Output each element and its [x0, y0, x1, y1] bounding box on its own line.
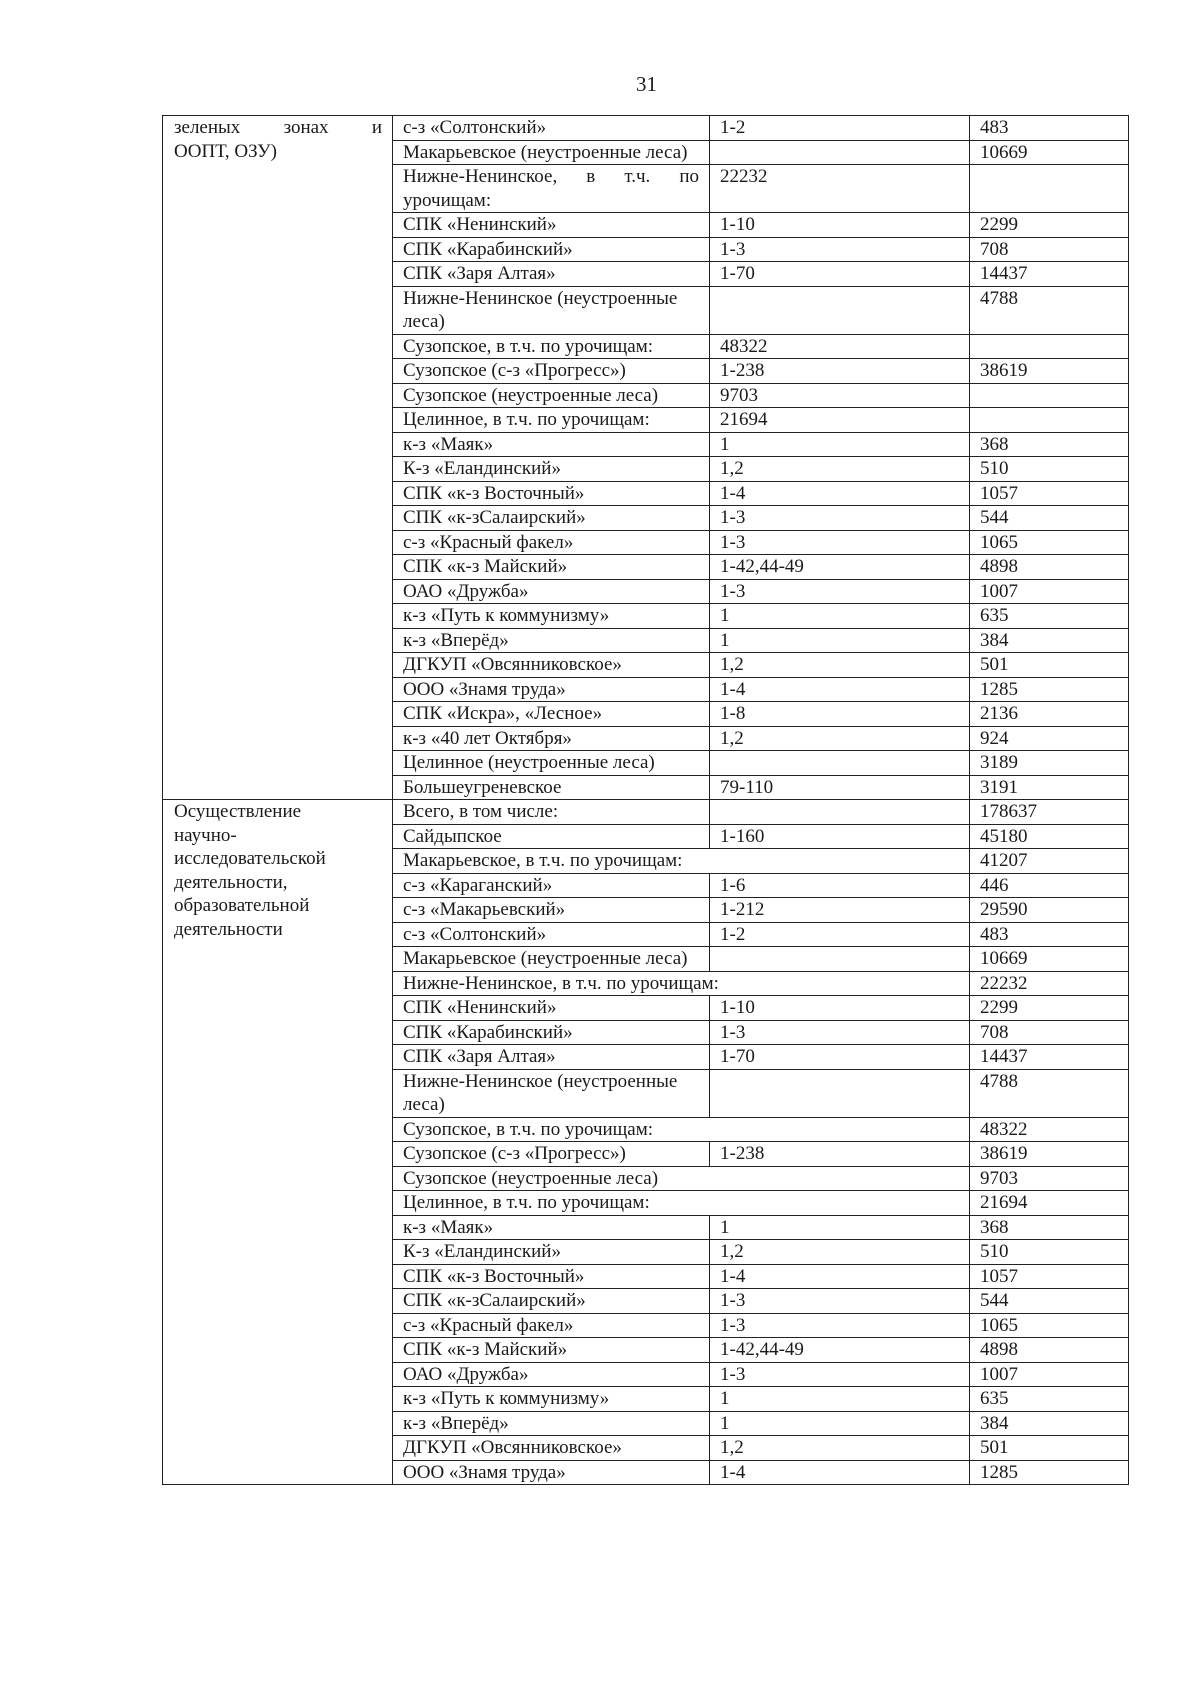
quarters-cell: 1-70 [710, 262, 970, 287]
quarters-cell: 1-4 [710, 1460, 970, 1485]
area-name-cell: с-з «Караганский» [393, 873, 710, 898]
area-value-cell: 2299 [970, 213, 1129, 238]
purpose-line: ООПТ, ОЗУ) [174, 140, 277, 162]
area-name-cell: ДГКУП «Овсянниковское» [393, 1436, 710, 1461]
purpose-line: деятельности [174, 918, 283, 940]
quarters-cell: 79-110 [710, 775, 970, 800]
area-value-cell: 1057 [970, 1264, 1129, 1289]
area-value-cell: 3191 [970, 775, 1129, 800]
area-name-cell: Большеугреневское [393, 775, 710, 800]
quarters-cell: 1,2 [710, 457, 970, 482]
quarters-cell: 1-6 [710, 873, 970, 898]
area-value-cell: 384 [970, 628, 1129, 653]
area-name-cell: СПК «Карабинский» [393, 237, 710, 262]
quarters-cell: 1-3 [710, 1313, 970, 1338]
area-name-cell: СПК «к-з Восточный» [393, 481, 710, 506]
area-name-cell: СПК «Карабинский» [393, 1020, 710, 1045]
area-name-cell: СПК «Заря Алтая» [393, 262, 710, 287]
quarters-cell: 1-212 [710, 898, 970, 923]
area-name-cell: с-з «Солтонский» [393, 922, 710, 947]
area-name-cell: Целинное, в т.ч. по урочищам: [393, 1191, 970, 1216]
purpose-cell [163, 800, 393, 1485]
area-value-cell: 14437 [970, 262, 1129, 287]
quarters-cell: 1-70 [710, 1045, 970, 1070]
area-value-cell: 4898 [970, 1338, 1129, 1363]
area-value-cell: 635 [970, 1387, 1129, 1412]
area-name-cell: Сузопское, в т.ч. по урочищам: [393, 1117, 970, 1142]
area-value-cell: 10669 [970, 947, 1129, 972]
area-value-cell: 544 [970, 506, 1129, 531]
area-value-cell: 3189 [970, 751, 1129, 776]
area-name-cell: Нижне-Ненинское, в т.ч. по урочищам: [393, 971, 970, 996]
area-name-cell: с-з «Солтонский» [393, 116, 710, 141]
purpose-cell [163, 116, 393, 800]
area-name-cell: к-з «Вперёд» [393, 628, 710, 653]
area-value-cell: 1285 [970, 677, 1129, 702]
quarters-cell: 1 [710, 628, 970, 653]
area-name-cell: СПК «к-зСалаирский» [393, 1289, 710, 1314]
area-name-cell: К-з «Еландинский» [393, 1240, 710, 1265]
area-value-cell: 10669 [970, 140, 1129, 165]
quarters-cell: 1-42,44-49 [710, 555, 970, 580]
area-name-cell: СПК «Ненинский» [393, 213, 710, 238]
quarters-cell: 1 [710, 1215, 970, 1240]
quarters-cell: 1-3 [710, 1289, 970, 1314]
area-value-cell: 22232 [970, 971, 1129, 996]
area-value-cell: 1065 [970, 1313, 1129, 1338]
area-name-cell: Нижне-Ненинское, в т.ч. по урочищам: [393, 165, 710, 213]
area-name-cell: Сузопское (неустроенные леса) [393, 383, 710, 408]
purpose-line: деятельности, [174, 871, 288, 893]
area-value-cell: 368 [970, 1215, 1129, 1240]
area-name-cell: ООО «Знамя труда» [393, 1460, 710, 1485]
area-value-cell: 924 [970, 726, 1129, 751]
area-name-cell: СПК «Заря Алтая» [393, 1045, 710, 1070]
table-body [163, 116, 1129, 1485]
area-name-cell: Сайдыпское [393, 824, 710, 849]
area-value-cell: 38619 [970, 359, 1129, 384]
area-name-cell: СПК «к-з Майский» [393, 1338, 710, 1363]
area-name-cell: СПК «к-з Восточный» [393, 1264, 710, 1289]
area-value-cell: 483 [970, 922, 1129, 947]
forest-area-table [162, 115, 1129, 1485]
quarters-cell [710, 1069, 970, 1117]
area-value-cell: 708 [970, 237, 1129, 262]
page-number: 31 [636, 72, 657, 96]
quarters-cell: 1-3 [710, 579, 970, 604]
area-value-cell: 510 [970, 1240, 1129, 1265]
area-name-cell: Макарьевское (неустроенные леса) [393, 947, 710, 972]
area-name-cell: Сузопское, в т.ч. по урочищам: [393, 334, 710, 359]
area-name-cell: СПК «к-з Майский» [393, 555, 710, 580]
quarters-cell [710, 800, 970, 825]
area-value-cell: 1285 [970, 1460, 1129, 1485]
area-name-cell: с-з «Красный факел» [393, 1313, 710, 1338]
area-name-cell: Сузопское (с-з «Прогресс») [393, 359, 710, 384]
area-name-cell: к-з «Маяк» [393, 1215, 710, 1240]
area-value-cell: 9703 [970, 1166, 1129, 1191]
area-value-cell: 708 [970, 1020, 1129, 1045]
quarters-cell: 9703 [710, 383, 970, 408]
quarters-cell: 1-2 [710, 116, 970, 141]
quarters-cell: 1-3 [710, 506, 970, 531]
area-name-cell: к-з «Путь к коммунизму» [393, 1387, 710, 1412]
area-value-cell: 38619 [970, 1142, 1129, 1167]
quarters-cell: 1 [710, 1387, 970, 1412]
quarters-cell: 1 [710, 1411, 970, 1436]
area-name-cell: Сузопское (неустроенные леса) [393, 1166, 970, 1191]
area-name-cell: с-з «Красный факел» [393, 530, 710, 555]
area-name-cell: к-з «Маяк» [393, 432, 710, 457]
area-value-cell: 510 [970, 457, 1129, 482]
quarters-cell: 1-3 [710, 1362, 970, 1387]
area-name-cell: СПК «Искра», «Лесное» [393, 702, 710, 727]
quarters-cell: 1,2 [710, 1436, 970, 1461]
area-value-cell: 1007 [970, 579, 1129, 604]
area-value-cell: 501 [970, 1436, 1129, 1461]
quarters-cell: 1-10 [710, 996, 970, 1021]
area-value-cell: 2136 [970, 702, 1129, 727]
area-value-cell: 21694 [970, 1191, 1129, 1216]
quarters-cell: 1-10 [710, 213, 970, 238]
area-name-cell: Нижне-Ненинское (неустроенные леса) [393, 1069, 710, 1117]
quarters-cell: 1-238 [710, 1142, 970, 1167]
area-name-cell: Всего, в том числе: [393, 800, 710, 825]
area-value-cell: 483 [970, 116, 1129, 141]
area-name-cell: к-з «Путь к коммунизму» [393, 604, 710, 629]
area-value-cell: 178637 [970, 800, 1129, 825]
area-value-cell: 501 [970, 653, 1129, 678]
area-value-cell: 41207 [970, 849, 1129, 874]
area-name-cell: ООО «Знамя труда» [393, 677, 710, 702]
quarters-cell: 1,2 [710, 653, 970, 678]
area-name-cell: Целинное (неустроенные леса) [393, 751, 710, 776]
area-name-cell: к-з «Вперёд» [393, 1411, 710, 1436]
quarters-cell: 1-238 [710, 359, 970, 384]
area-value-cell: 48322 [970, 1117, 1129, 1142]
area-name-cell: Нижне-Ненинское (неустроенные леса) [393, 286, 710, 334]
quarters-cell [710, 140, 970, 165]
area-value-cell: 384 [970, 1411, 1129, 1436]
quarters-cell: 1 [710, 432, 970, 457]
quarters-cell: 1,2 [710, 726, 970, 751]
area-value-cell: 29590 [970, 898, 1129, 923]
quarters-cell: 1-3 [710, 237, 970, 262]
area-value-cell: 635 [970, 604, 1129, 629]
quarters-cell: 1-4 [710, 1264, 970, 1289]
area-name-cell: СПК «Ненинский» [393, 996, 710, 1021]
area-value-cell: 368 [970, 432, 1129, 457]
purpose-line: образовательной [174, 895, 310, 916]
area-value-cell [970, 334, 1129, 359]
area-value-cell: 4788 [970, 1069, 1129, 1117]
area-value-cell [970, 383, 1129, 408]
purpose-line: зеленых зонах и [174, 117, 382, 138]
purpose-line: научно- [174, 824, 237, 846]
area-value-cell: 1065 [970, 530, 1129, 555]
quarters-cell [710, 286, 970, 334]
area-name-cell: Целинное, в т.ч. по урочищам: [393, 408, 710, 433]
table-row [163, 116, 1129, 141]
area-name-cell: с-з «Макарьевский» [393, 898, 710, 923]
area-value-cell: 2299 [970, 996, 1129, 1021]
area-name-cell: ОАО «Дружба» [393, 1362, 710, 1387]
purpose-line: исследовательской [174, 848, 326, 869]
quarters-cell: 1 [710, 604, 970, 629]
quarters-cell: 1-160 [710, 824, 970, 849]
purpose-line: Осуществление [174, 801, 302, 822]
area-name-cell: ОАО «Дружба» [393, 579, 710, 604]
area-name-cell: к-з «40 лет Октября» [393, 726, 710, 751]
quarters-cell: 1-4 [710, 481, 970, 506]
quarters-cell: 21694 [710, 408, 970, 433]
quarters-cell: 1-2 [710, 922, 970, 947]
area-value-cell: 14437 [970, 1045, 1129, 1070]
quarters-cell: 48322 [710, 334, 970, 359]
area-value-cell: 1057 [970, 481, 1129, 506]
quarters-cell: 1-42,44-49 [710, 1338, 970, 1363]
table-row [163, 800, 1129, 825]
quarters-cell: 1-3 [710, 530, 970, 555]
area-name-cell: СПК «к-зСалаирский» [393, 506, 710, 531]
quarters-cell: 1-4 [710, 677, 970, 702]
area-value-cell [970, 165, 1129, 213]
quarters-cell: 22232 [710, 165, 970, 213]
area-name-cell: К-з «Еландинский» [393, 457, 710, 482]
quarters-cell: 1-3 [710, 1020, 970, 1045]
area-value-cell: 4898 [970, 555, 1129, 580]
area-value-cell: 446 [970, 873, 1129, 898]
quarters-cell: 1,2 [710, 1240, 970, 1265]
area-name-cell: Макарьевское (неустроенные леса) [393, 140, 710, 165]
area-value-cell: 4788 [970, 286, 1129, 334]
area-value-cell: 1007 [970, 1362, 1129, 1387]
area-value-cell: 544 [970, 1289, 1129, 1314]
quarters-cell [710, 751, 970, 776]
area-name-cell: Сузопское (с-з «Прогресс») [393, 1142, 710, 1167]
quarters-cell [710, 947, 970, 972]
area-name-cell: Макарьевское, в т.ч. по урочищам: [393, 849, 970, 874]
area-value-cell [970, 408, 1129, 433]
quarters-cell: 1-8 [710, 702, 970, 727]
area-value-cell: 45180 [970, 824, 1129, 849]
area-name-cell: ДГКУП «Овсянниковское» [393, 653, 710, 678]
